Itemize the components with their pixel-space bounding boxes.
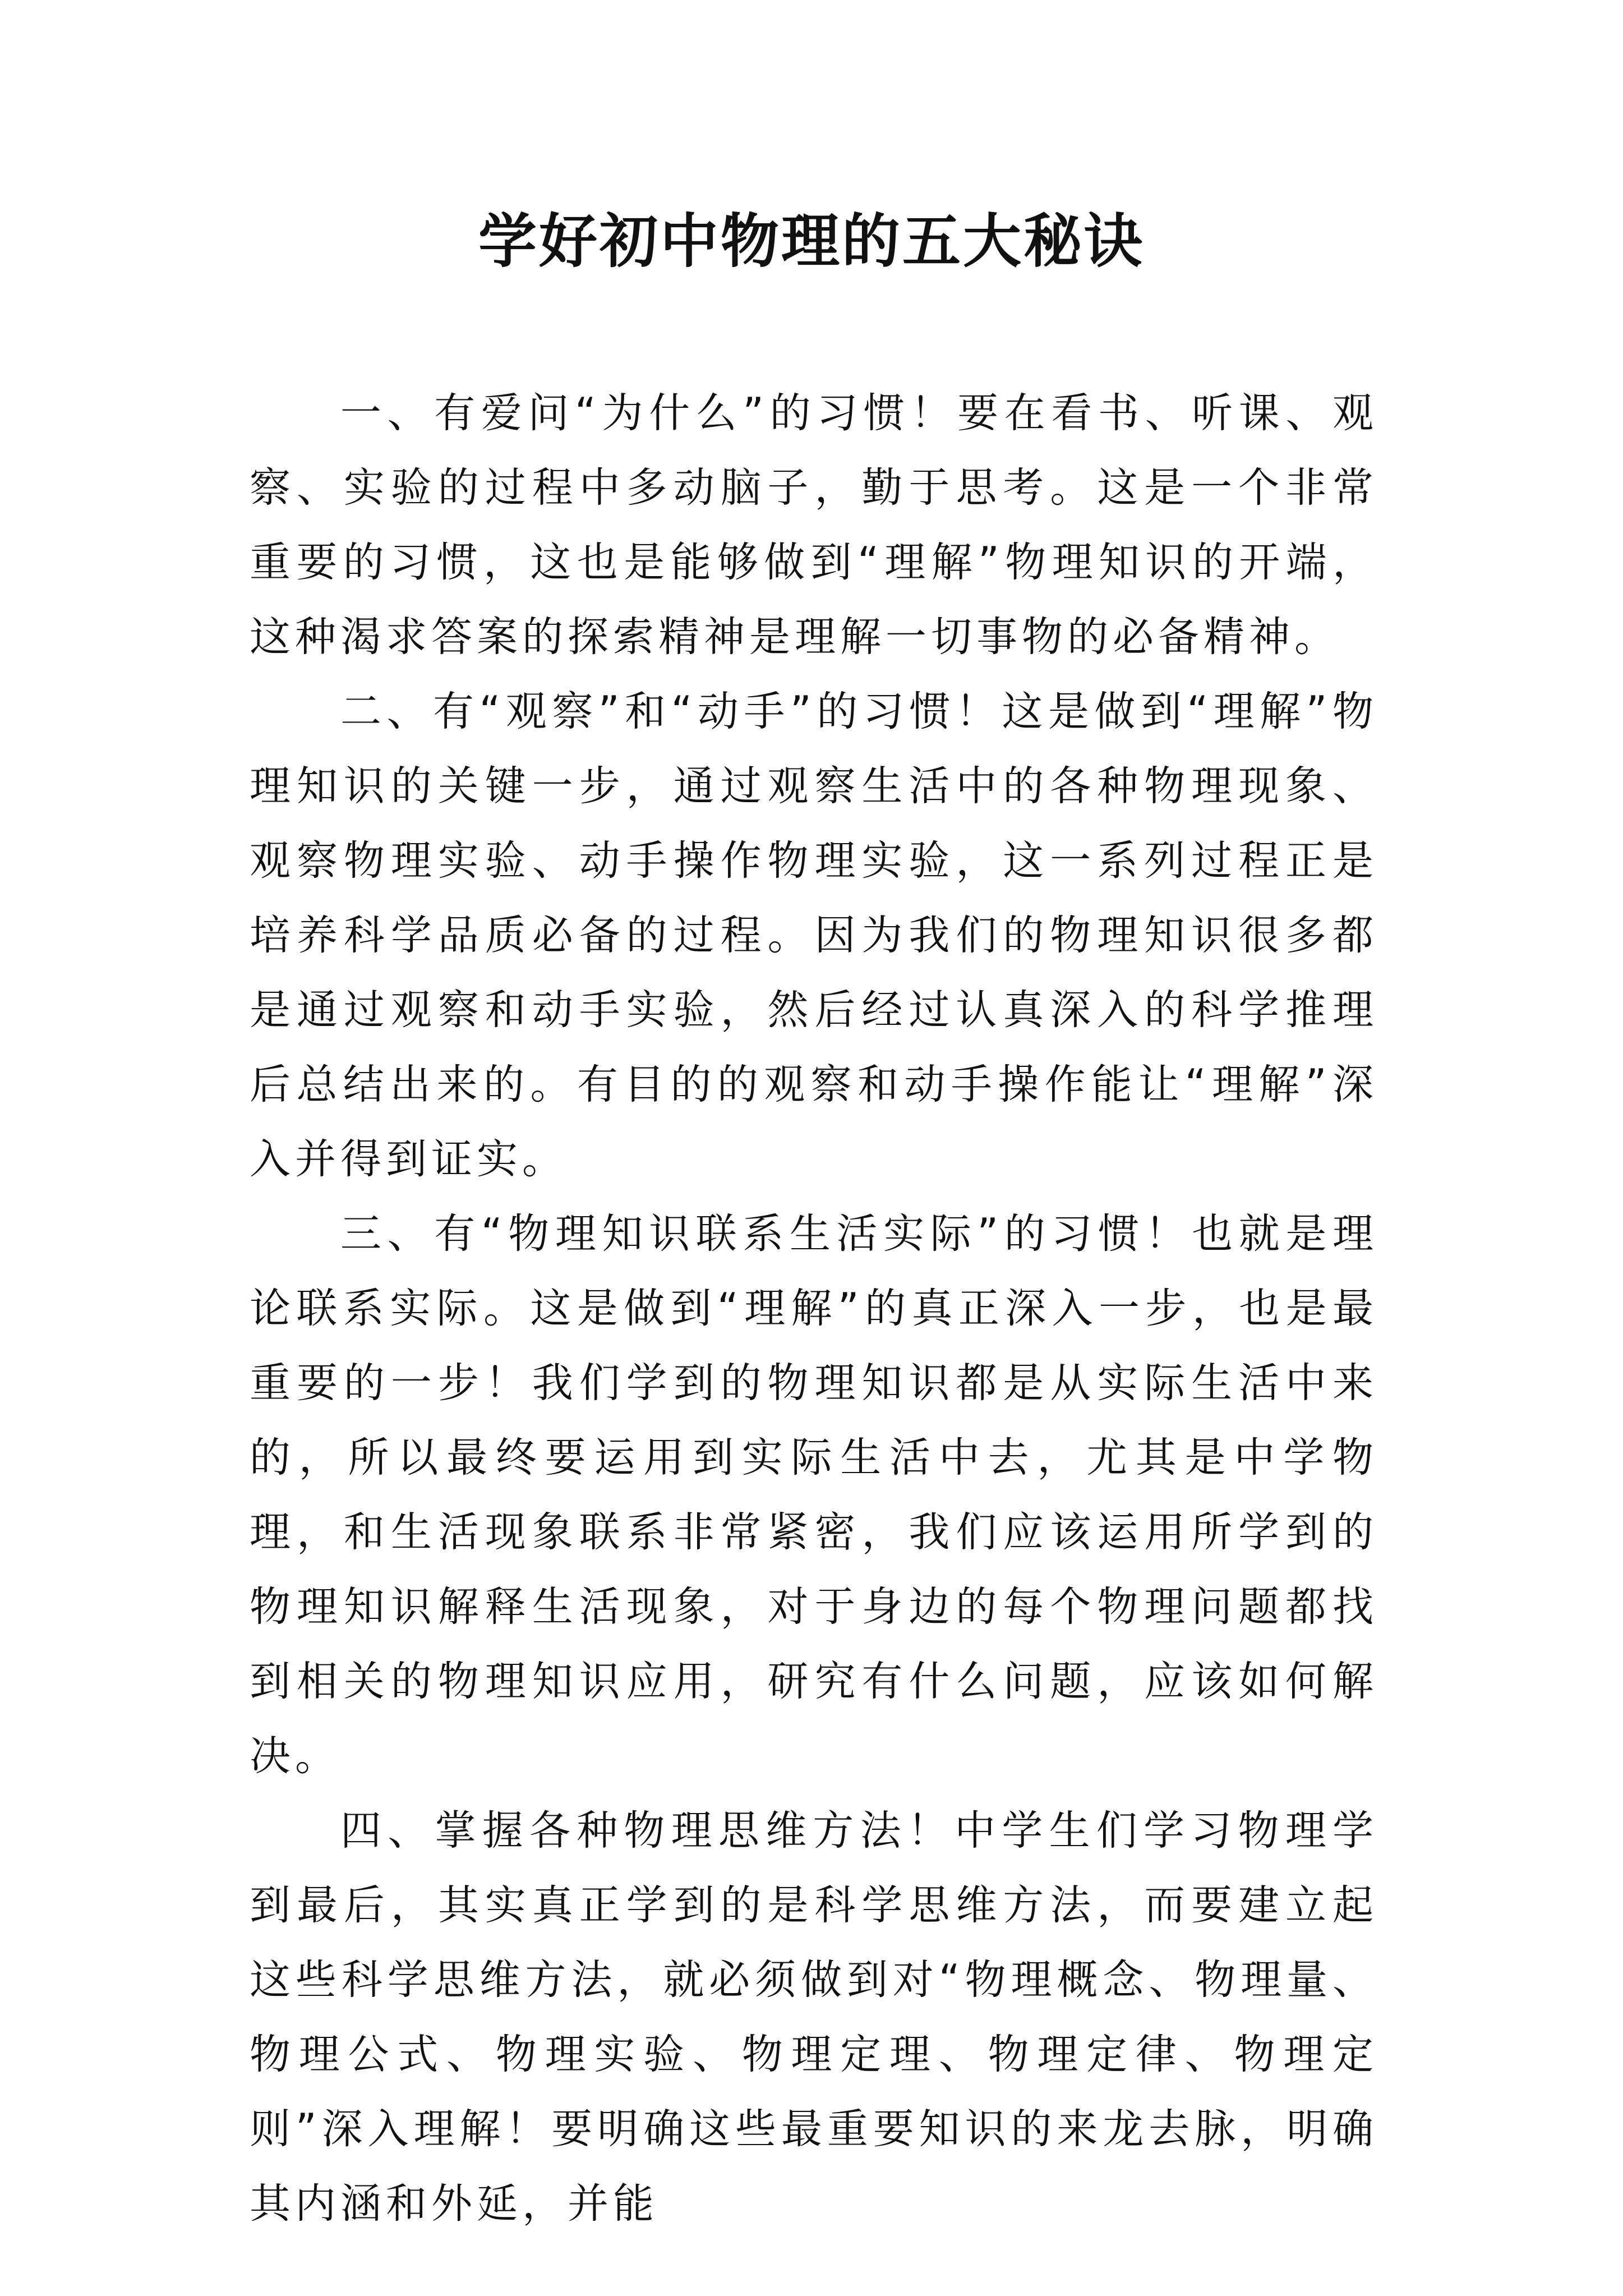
paragraph-4: 四、掌握各种物理思维方法！中学生们学习物理学到最后，其实真正学到的是科学思维方法，而要建立起这些科学思维方法，就必须做到对“物理概念、物理量、物理公式、物理实验、物理定理、物理定律、物理定则”深入理解！要明确这些最重要知识的来龙去脉，明确其内涵和外延，并能	[250, 1807, 1378, 2228]
paragraph-1: 一、有爱问“为什么”的习惯！要在看书、听课、观察、实验的过程中多动脑子，勤于思考。这是一个非常重要的习惯，这也是能够做到“理解”物理知识的开端，这种渴求答案的探索精神是理解一切事物的必备精神。	[250, 389, 1378, 661]
paragraph-3: 三、有“物理知识联系生活实际”的习惯！也就是理论联系实际。这是做到“理解”的真正深入一步，也是最重要的一步！我们学到的物理知识都是从实际生活中来的，所以最终要运用到实际生活中去，尤其是中学物理，和生活现象联系非常紧密，我们应该运用所学到的物理知识解释生活现象，对于身边的每个物理问题都找到相关的物理知识应用，研究有什么问题，应该如何解决。	[250, 1210, 1378, 1780]
document-title: 学好初中物理的五大秘诀	[478, 206, 1145, 275]
document-body	[250, 376, 1378, 2241]
paragraph-2: 二、有“观察”和“动手”的习惯！这是做到“理解”物理知识的关键一步，通过观察生活中的各种物理现象、观察物理实验、动手操作物理实验，这一系列过程正是培养科学品质必备的过程。因为我们的物理知识很多都是通过观察和动手实验，然后经过认真深入的科学推理后总结出来的。有目的的观察和动手操作能让“理解”深入并得到证实。	[250, 688, 1378, 1183]
